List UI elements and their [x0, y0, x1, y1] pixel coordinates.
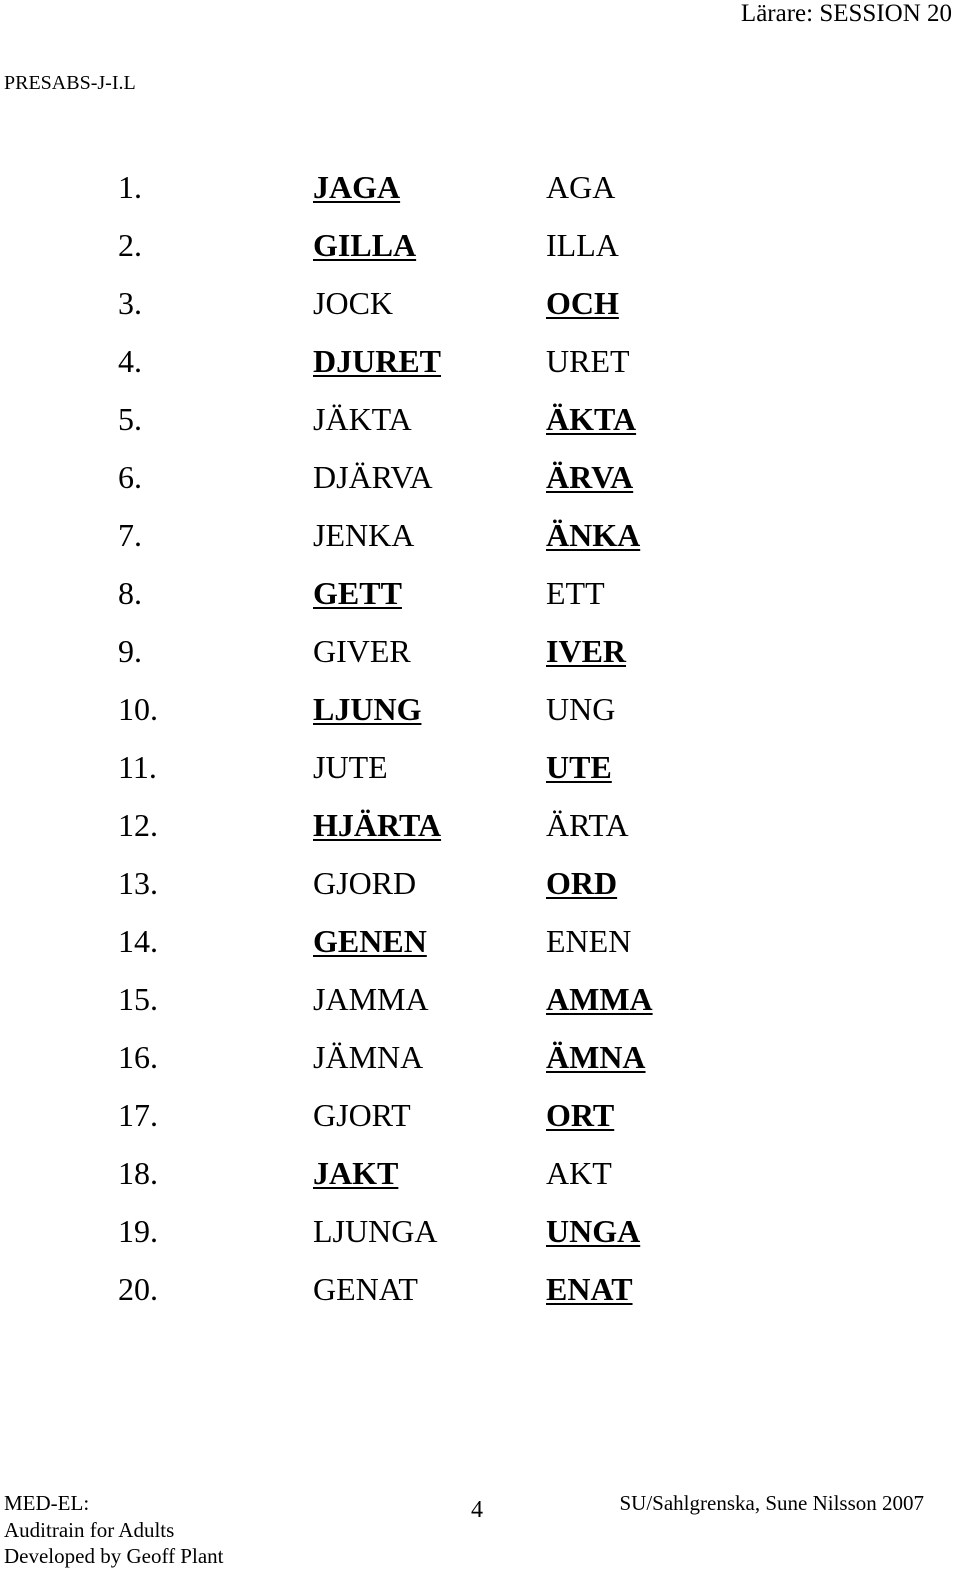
word-pair-row — [0, 337, 960, 395]
word-second: ÄKTA — [546, 401, 637, 437]
word-pair-row — [0, 1265, 960, 1323]
word-pair-row — [0, 801, 960, 859]
row-number: 3. — [118, 285, 142, 321]
page-number: 4 — [471, 1497, 483, 1523]
word-second: ÄMNA — [546, 1039, 646, 1075]
word-pair-list — [0, 163, 960, 1323]
word-pair-row — [0, 685, 960, 743]
word-first: DJÄRVA — [313, 459, 433, 495]
word-second: AGA — [546, 169, 616, 205]
word-first: GENEN — [313, 923, 427, 959]
word-second: AMMA — [546, 981, 653, 1017]
row-number: 12. — [118, 807, 158, 843]
word-first: JAGA — [313, 169, 401, 205]
word-pair-row — [0, 395, 960, 453]
word-pair-row — [0, 859, 960, 917]
word-pair-row — [0, 163, 960, 221]
word-pair-row — [0, 1149, 960, 1207]
footer-credit-line: Auditrain for Adults — [4, 1517, 175, 1542]
word-second: ENAT — [546, 1271, 633, 1307]
word-pair-row — [0, 279, 960, 337]
word-pair-row — [0, 1033, 960, 1091]
word-second: UTE — [546, 749, 612, 785]
word-pair-row — [0, 221, 960, 279]
word-pair-row — [0, 917, 960, 975]
word-pair-row — [0, 743, 960, 801]
word-pair-row — [0, 1091, 960, 1149]
row-number: 9. — [118, 633, 142, 669]
word-first: JÄKTA — [313, 401, 412, 437]
footer-credit-line: Developed by Geoff Plant — [4, 1544, 224, 1568]
row-number: 6. — [118, 459, 142, 495]
row-number: 7. — [118, 517, 142, 553]
document-code: PRESABS-J-I.L — [4, 72, 136, 94]
row-number: 4. — [118, 343, 142, 379]
word-second: ILLA — [546, 227, 619, 263]
word-first: JAMMA — [313, 981, 429, 1017]
word-second: ÄRTA — [546, 807, 629, 843]
word-first: GILLA — [313, 227, 417, 263]
row-number: 8. — [118, 575, 142, 611]
word-pair-row — [0, 453, 960, 511]
row-number: 13. — [118, 865, 158, 901]
row-number: 15. — [118, 981, 158, 1017]
word-first: GENAT — [313, 1271, 418, 1307]
word-second: ORT — [546, 1097, 615, 1133]
word-first: JÄMNA — [313, 1039, 424, 1075]
row-number: 5. — [118, 401, 142, 437]
row-number: 14. — [118, 923, 158, 959]
word-second: AKT — [546, 1155, 612, 1191]
session-label: Lärare: SESSION 20 — [740, 0, 952, 27]
word-first: JOCK — [313, 285, 394, 321]
word-pair-row — [0, 975, 960, 1033]
word-first: JENKA — [313, 517, 415, 553]
row-number: 18. — [118, 1155, 158, 1191]
footer-credits — [4, 1490, 223, 1570]
row-number: 10. — [118, 691, 158, 727]
word-pair-row — [0, 569, 960, 627]
word-second: UNGA — [546, 1213, 641, 1249]
row-number: 11. — [118, 749, 157, 785]
row-number: 2. — [118, 227, 142, 263]
word-second: IVER — [546, 633, 627, 669]
word-first: GETT — [313, 575, 402, 611]
word-second: ENEN — [546, 923, 632, 959]
word-first: GJORT — [313, 1097, 411, 1133]
footer-credit-line: MED-EL: — [4, 1491, 90, 1515]
row-number: 16. — [118, 1039, 158, 1075]
word-pair-row — [0, 1207, 960, 1265]
row-number: 17. — [118, 1097, 158, 1133]
word-second: URET — [546, 343, 630, 379]
word-second: ORD — [546, 865, 618, 901]
row-number: 1. — [118, 169, 142, 205]
word-second: ETT — [546, 575, 605, 611]
word-first: JAKT — [313, 1155, 399, 1191]
word-first: GJORD — [313, 865, 417, 901]
row-number: 19. — [118, 1213, 158, 1249]
word-second: ÄRVA — [546, 459, 634, 495]
word-first: LJUNG — [313, 691, 422, 727]
word-first: DJURET — [313, 343, 442, 379]
word-pair-row — [0, 511, 960, 569]
word-second: ÄNKA — [546, 517, 641, 553]
word-pair-row — [0, 627, 960, 685]
word-first: LJUNGA — [313, 1213, 438, 1249]
word-first: GIVER — [313, 633, 411, 669]
row-number: 20. — [118, 1271, 158, 1307]
word-second: OCH — [546, 285, 619, 321]
word-second: UNG — [546, 691, 616, 727]
footer-attribution: SU/Sahlgrenska, Sune Nilsson 2007 — [619, 1491, 924, 1515]
word-first: JUTE — [313, 749, 388, 785]
word-first: HJÄRTA — [313, 807, 442, 843]
